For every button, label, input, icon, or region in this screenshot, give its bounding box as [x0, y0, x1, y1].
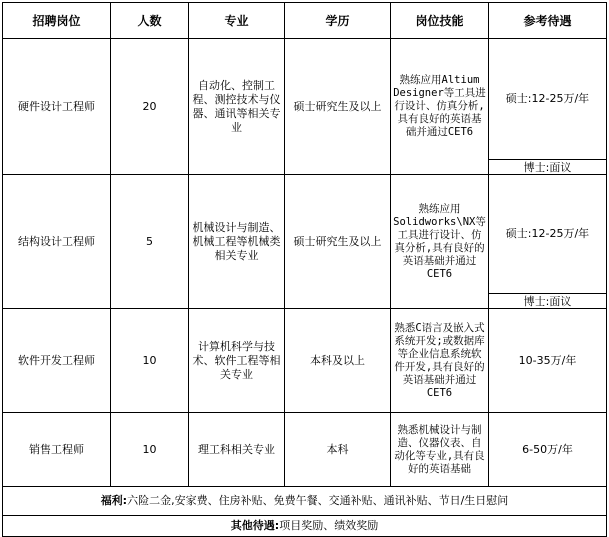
other-label: 其他待遇: [230, 519, 280, 532]
major-cell: 机械设计与制造、机械工程等机械类相关专业 [189, 175, 285, 309]
welfare-row [3, 487, 607, 516]
skills-cell: 熟悉C语言及嵌入式系统开发;或数据库等企业信息系统软件开发,具有良好的英语基础并通过CET6 [391, 309, 489, 413]
header-major: 专业 [189, 3, 285, 39]
salary-cell: 6-50万/年 [489, 413, 607, 487]
welfare-text: 六险二金,安家费、住房补贴、免费午餐、交通补贴、通讯补贴、节日/生日慰问 [127, 494, 509, 507]
other-row [3, 516, 607, 537]
other-text: 项目奖励、绩效奖励 [279, 519, 379, 532]
education-cell: 硕士研究生及以上 [285, 175, 391, 309]
education-cell: 硕士研究生及以上 [285, 39, 391, 175]
count-cell: 20 [111, 39, 189, 175]
skills-cell: 熟悉机械设计与制造、仪器仪表、自动化等专业,具有良好的英语基础 [391, 413, 489, 487]
position-cell: 软件开发工程师 [3, 309, 111, 413]
salary-doctor-cell: 博士:面议 [489, 160, 607, 175]
salary-doctor-cell: 博士:面议 [489, 294, 607, 309]
count-cell: 5 [111, 175, 189, 309]
header-salary: 参考待遇 [489, 3, 607, 39]
header-count: 人数 [111, 3, 189, 39]
header-education: 学历 [285, 3, 391, 39]
count-cell: 10 [111, 413, 189, 487]
skills-cell: 熟练应用Altium Designer等工具进行设计、仿真分析,具有良好的英语基础并通过CET6 [391, 39, 489, 175]
salary-cell: 10-35万/年 [489, 309, 607, 413]
education-cell: 本科及以上 [285, 309, 391, 413]
major-cell: 自动化、控制工程、测控技术与仪器、通讯等相关专业 [189, 39, 285, 175]
position-cell: 硬件设计工程师 [3, 39, 111, 175]
other-cell [3, 516, 607, 537]
salary-master-cell: 硕士:12-25万/年 [489, 175, 607, 294]
welfare-label: 福利: [100, 494, 128, 507]
table-row [3, 39, 607, 160]
salary-master-cell: 硕士:12-25万/年 [489, 39, 607, 160]
major-cell: 计算机科学与技术、软件工程等相关专业 [189, 309, 285, 413]
position-cell: 销售工程师 [3, 413, 111, 487]
table-row [3, 309, 607, 413]
table-row [3, 175, 607, 294]
education-cell: 本科 [285, 413, 391, 487]
major-cell: 理工科相关专业 [189, 413, 285, 487]
skills-cell: 熟练应用Solidworks\NX等工具进行设计、仿真分析,具有良好的英语基础并通过CET6 [391, 175, 489, 309]
table-row [3, 413, 607, 487]
header-skills: 岗位技能 [391, 3, 489, 39]
welfare-cell [3, 487, 607, 516]
position-cell: 结构设计工程师 [3, 175, 111, 309]
recruitment-table [2, 2, 607, 537]
header-position: 招聘岗位 [3, 3, 111, 39]
header-row [3, 3, 607, 39]
count-cell: 10 [111, 309, 189, 413]
